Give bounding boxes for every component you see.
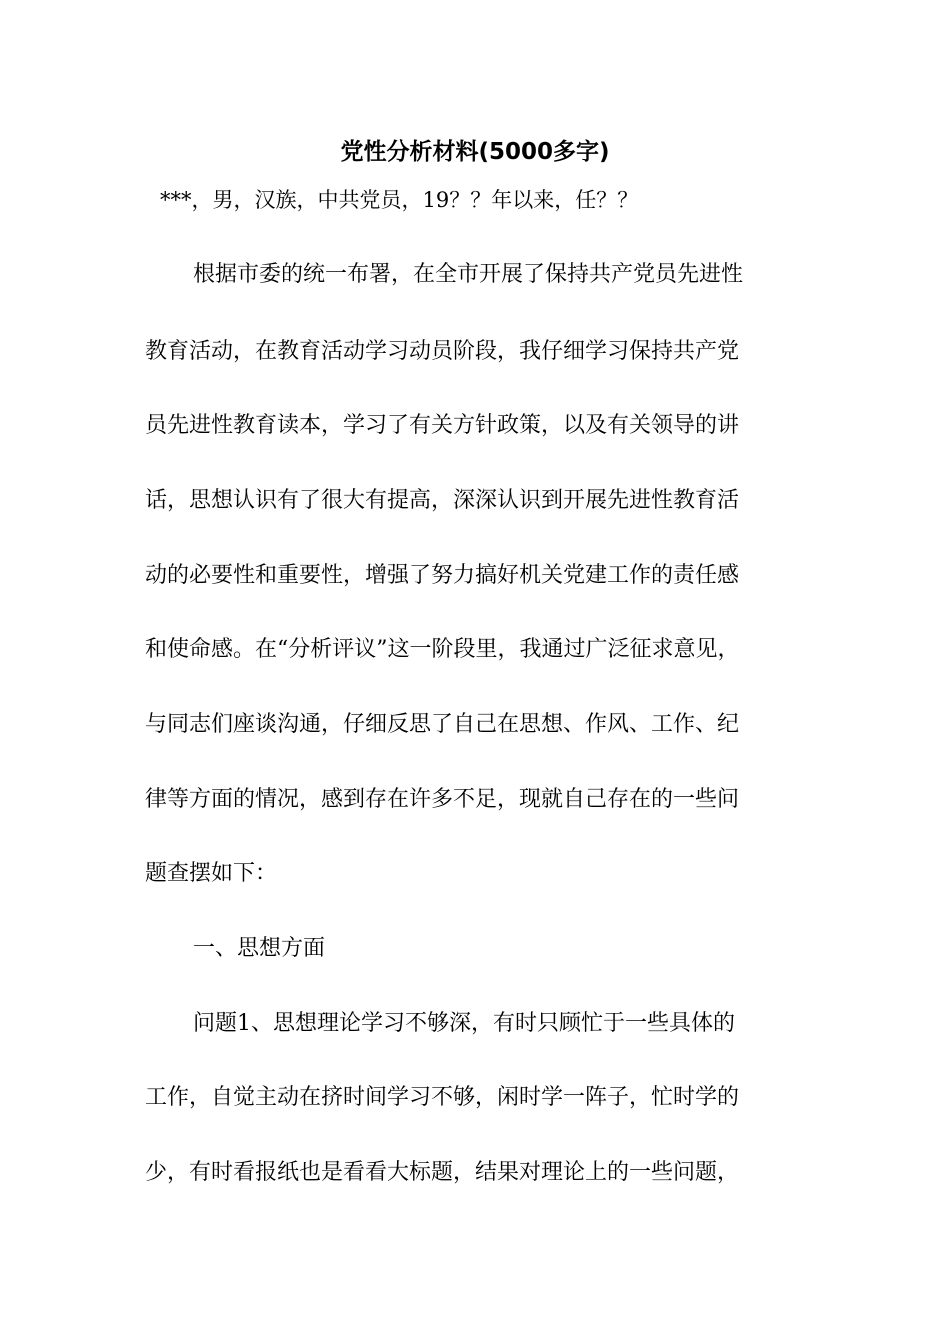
author-info-line: ***，男，汉族，中共党员，19？？年以来，任？？ xyxy=(160,188,639,212)
paragraph-1-line-5: 动的必要性和重要性，增强了努力搞好机关党建工作的责任感 xyxy=(145,563,740,588)
paragraph-1-line-1: 根据市委的统一布署，在全市开展了保持共产党员先进性 xyxy=(193,262,744,287)
paragraph-2-line-3: 少，有时看报纸也是看看大标题，结果对理论上的一些问题， xyxy=(145,1160,740,1185)
paragraph-1-line-2: 教育活动，在教育活动学习动员阶段，我仔细学习保持共产党 xyxy=(145,339,740,364)
section-heading: 一、思想方面 xyxy=(193,936,326,961)
paragraph-1-line-9: 题查摆如下： xyxy=(145,861,278,886)
paragraph-1-line-7: 与同志们座谈沟通，仔细反思了自己在思想、作风、工作、纪 xyxy=(145,712,740,737)
paragraph-1-line-8: 律等方面的情况，感到存在许多不足，现就自己存在的一些问 xyxy=(145,787,740,812)
paragraph-2-line-1: 问题1、思想理论学习不够深，有时只顾忙于一些具体的 xyxy=(193,1011,735,1036)
paragraph-1-line-4: 话，思想认识有了很大有提高，深深认识到开展先进性教育活 xyxy=(145,488,740,513)
paragraph-2-line-2: 工作，自觉主动在挤时间学习不够，闲时学一阵子，忙时学的 xyxy=(145,1085,740,1110)
paragraph-1-line-3: 员先进性教育读本，学习了有关方针政策，以及有关领导的讲 xyxy=(145,413,740,438)
document-title: 党性分析材料(5000多字) xyxy=(340,139,610,165)
paragraph-1-line-6: 和使命感。在“分析评议”这一阶段里，我通过广泛征求意见， xyxy=(145,637,740,662)
